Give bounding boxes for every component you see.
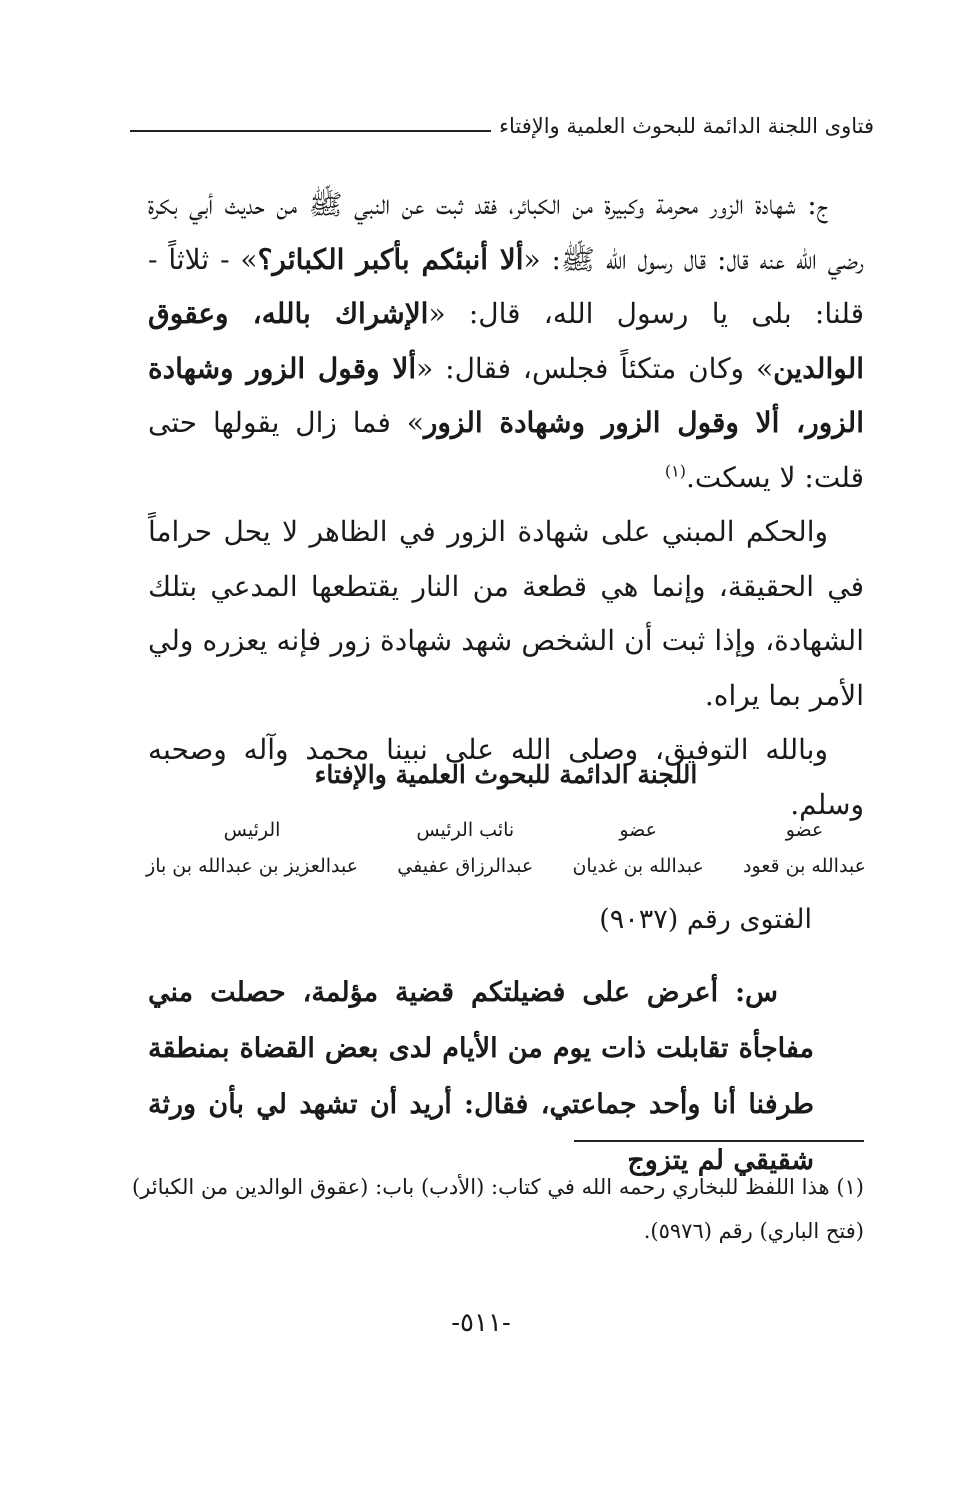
page-number: -٥١١-: [451, 1308, 511, 1338]
signatory-role: نائب الرئيس: [416, 819, 515, 841]
signatory: [397, 812, 533, 884]
signatory: [572, 812, 703, 884]
answer-text: » فما زال يقولها حتى قلت: لا يسكت.: [148, 406, 864, 494]
header-rule: [130, 130, 491, 132]
signatory-role: عضو: [619, 819, 657, 841]
main-text: [148, 178, 864, 832]
signatory-name: عبدالعزيز بن عبدالله بن باز: [146, 855, 359, 877]
signatory-name: عبدالله بن غديان: [572, 855, 704, 877]
signatory-name: عبدالرزاق عفيفي: [397, 855, 534, 877]
hadith-quote: ألا أنبئكم بأكبر الكبائر؟: [257, 242, 524, 276]
signatory-role: عضو: [785, 819, 824, 841]
answer-text: » وكان متكئاً فجلس، فقال: «: [416, 351, 774, 385]
ruling-paragraph: والحكم المبني على شهادة الزور في الظاهر لا يحل حراماً في الحقيقة، وإنما هي قطعة من النار يقتطعها المدعي بتلك الشهادة، وإذا ثبت أن الشخص شهد شهادة زور فإنه يعزره ولي الأمر بما يراه.: [148, 515, 864, 712]
footnote-rule: [574, 1140, 864, 1142]
running-header: [130, 114, 874, 138]
hadith-quote: الإشراك بالله، وعقوق الوالدين: [148, 297, 864, 385]
question-block: [148, 965, 814, 1189]
signatures: [146, 812, 866, 884]
footnote-text: (١) هذا اللفظ للبخاري رحمه الله في كتاب: (الأدب) باب: (عقوق الوالدين من الكبائر) (فتح الباري) رقم (٥٩٧٦).: [132, 1175, 864, 1243]
running-header-title: فتاوى اللجنة الدائمة للبحوث العلمية والإفتاء: [499, 114, 874, 138]
hadith-quote: ألا وقول الزور وشهادة الزور، ألا وقول الزور وشهادة الزور: [148, 351, 864, 439]
fatwa-number: الفتوى رقم (٩٠٣٧): [599, 904, 812, 935]
signatory-role: الرئيس: [223, 819, 281, 841]
answer-text: » - ثلاثاً - قلنا: بلى يا رسول الله، قال: «: [148, 242, 864, 330]
answer-text: ج: شهادة الزور محرمة وكبيرة من الكبائر، فقد ثبت عن النبي ﷺ من حديث أبي بكرة رضي الله عنه قال: قال رسول الله ﷺ: «: [148, 188, 865, 276]
signatory: [743, 812, 866, 884]
footnote: [132, 1165, 864, 1253]
question-text: س: أعرض على فضيلتكم قضية مؤلمة، حصلت مني مفاجأة تقابلت ذات يوم من الأيام لدى بعض القضاة بمنطقة طرفنا أنا وأحد جماعتي، فقال: أريد أن تشهد لي بأن ورثة شقيقي لم يتزوج: [148, 977, 814, 1176]
answer-paragraph: [148, 178, 864, 505]
footnote-marker: (١): [664, 461, 687, 481]
committee-name: اللجنة الدائمة للبحوث العلمية والإفتاء: [314, 760, 698, 789]
closing-line: وبالله التوفيق، وصلى الله على نبينا محمد وآله وصحبه وسلم.: [148, 733, 864, 821]
signatory-name: عبدالله بن قعود: [743, 855, 866, 877]
signatory: [146, 812, 358, 884]
